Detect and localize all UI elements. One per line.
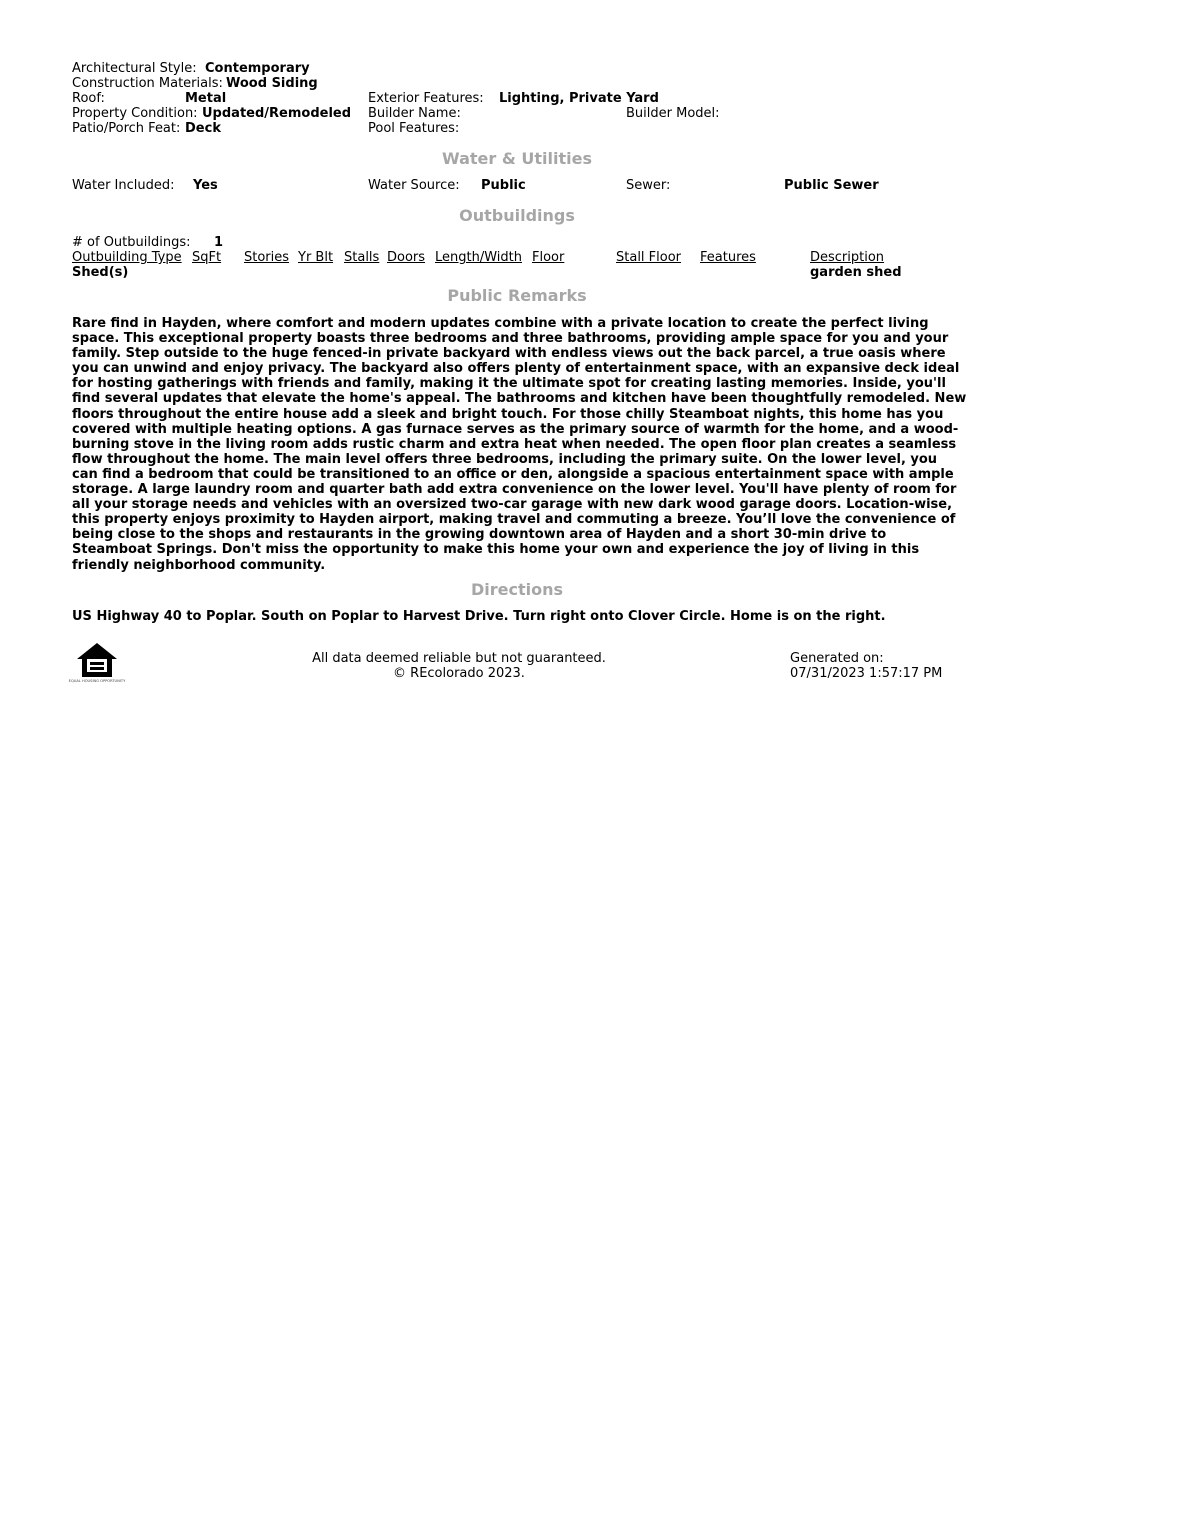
generated-label: Generated on: (790, 651, 884, 666)
condition-value: Updated/Remodeled (202, 106, 352, 121)
water-included-label: Water Included: (72, 178, 175, 193)
column-header: Floor (532, 250, 565, 265)
water-source-value: Public (481, 178, 526, 193)
construction-value: Wood Siding (226, 76, 318, 91)
water-utilities-heading: Water & Utilities (442, 149, 592, 168)
sewer-value: Public Sewer (784, 178, 879, 193)
column-header: Stories (244, 250, 290, 265)
water-included-value: Yes (193, 178, 218, 193)
sewer-label: Sewer: (626, 178, 671, 193)
column-header: Stalls (344, 250, 380, 265)
outbuildings-count-label: # of Outbuildings: (72, 235, 191, 250)
patio-value: Deck (185, 121, 221, 136)
column-header: Stall Floor (616, 250, 682, 265)
roof-label: Roof: (72, 91, 105, 106)
directions-text: US Highway 40 to Poplar. South on Poplar to Harvest Drive. Turn right onto Clover Circle. Home is on the right. (72, 609, 886, 624)
construction-label: Construction Materials: (72, 76, 223, 91)
logo-text: EQUAL HOUSING OPPORTUNITY (68, 679, 126, 683)
column-header: Doors (387, 250, 426, 265)
column-header: Yr Blt (298, 250, 334, 265)
arch-style-value: Contemporary (205, 61, 310, 76)
exterior-label: Exterior Features: (368, 91, 484, 106)
exterior-value: Lighting, Private Yard (499, 91, 659, 106)
builder-name-label: Builder Name: (368, 106, 461, 121)
generated-timestamp: 07/31/2023 1:57:17 PM (790, 666, 943, 681)
generated-info (790, 651, 942, 681)
public-remarks-text: Rare find in Hayden, where comfort and modern updates combine with a private location to create the perfect living space. This exceptional property boasts three bedrooms and three bathrooms, providing ample space for you and your family. Step outside to the huge fenced-in private backyard with endless views out the back parcel, a true oasis where you can unwind and enjoy privacy. The backyard also offers plenty of entertainment space, with an expansive deck ideal for hosting gatherings with friends and family, making it the ultimate spot for creating lasting memories. Inside, you'll find several updates that elevate the home's appeal. The bathrooms and kitchen have been thoughtfully remodeled. New floors throughout the entire house add a sleek and bright touch. For those chilly Steamboat nights, this home has you covered with multiple heating options. A gas furnace serves as the primary source of warmth for the home, and a wood-burning stove in the living room adds rustic charm and extra heat when needed. The open floor plan creates a seamless flow throughout the home. The main level offers three bedrooms, including the primary suite. On the lower level, you can find a bedroom that could be transitioned to an office or den, alongside a spacious entertainment space with ample storage. A large laundry room and quarter bath add extra convenience on the lower level. You'll have plenty of room for all your storage needs and vehicles with an oversized two-car garage with new dark wood garage doors. Location-wise, this property enjoys proximity to Hayden airport, making travel and commuting a breeze. You’ll love the convenience of being close to the shops and restaurants in the growing downtown area of Hayden and a short 30-min drive to Steamboat Springs. Don't miss the opportunity to make this home your own and experience the joy of living in this friendly neighborhood community. (72, 316, 967, 573)
disclaimer (300, 651, 618, 681)
builder-model-label: Builder Model: (626, 106, 720, 121)
outbuilding-type-cell: Shed(s) (72, 265, 129, 280)
outbuildings-count-value: 1 (214, 235, 224, 250)
pool-label: Pool Features: (368, 121, 460, 136)
arch-style-label: Architectural Style: (72, 61, 197, 76)
disclaimer-line-2: © REcolorado 2023. (393, 666, 525, 681)
column-header: Outbuilding Type (72, 250, 182, 265)
water-source-label: Water Source: (368, 178, 460, 193)
outbuilding-description-cell: garden shed (810, 265, 902, 280)
column-header: Length/Width (435, 250, 522, 265)
outbuildings-heading: Outbuildings (459, 206, 575, 225)
column-header: SqFt (192, 250, 222, 265)
column-header: Features (700, 250, 756, 265)
condition-label: Property Condition: (72, 106, 198, 121)
patio-label: Patio/Porch Feat: (72, 121, 181, 136)
disclaimer-line-1: All data deemed reliable but not guaranteed. (312, 651, 606, 666)
column-header: Description (810, 250, 885, 265)
public-remarks-heading: Public Remarks (447, 286, 587, 305)
directions-heading: Directions (470, 580, 564, 599)
equal-housing-opportunity-icon (68, 641, 126, 687)
roof-value: Metal (185, 91, 227, 106)
